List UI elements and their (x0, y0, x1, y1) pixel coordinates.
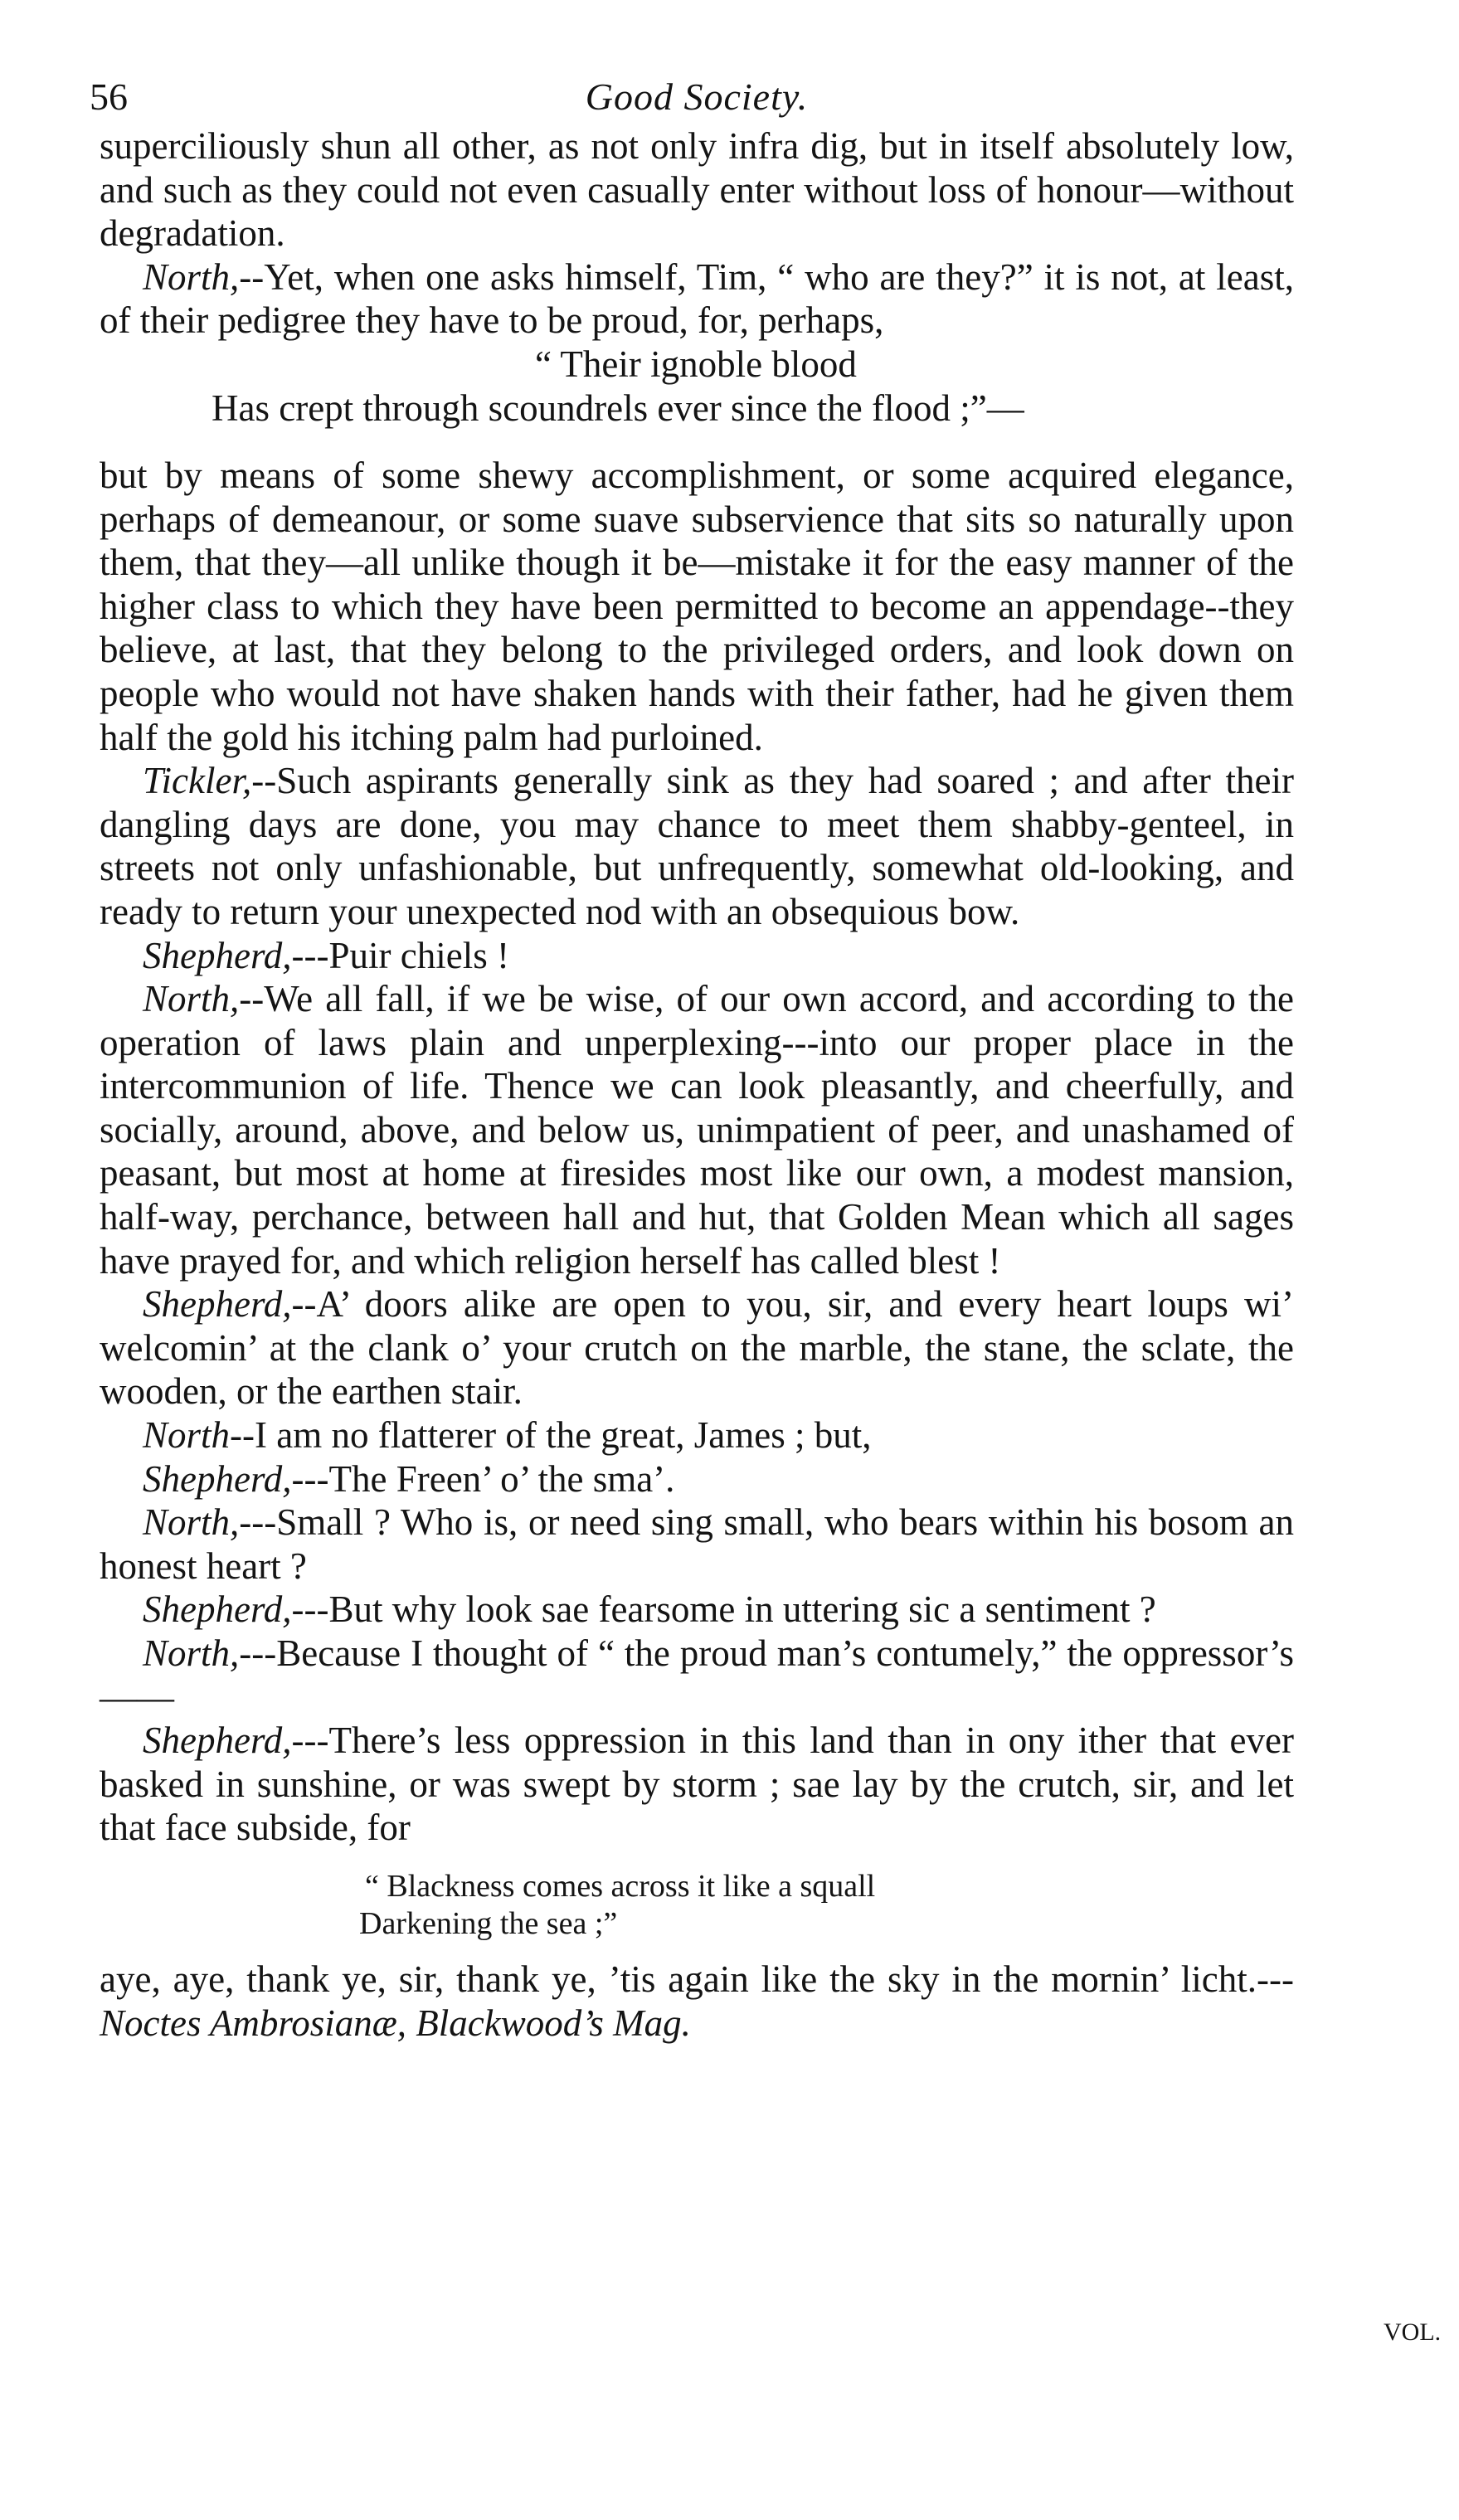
catchword: VOL. (1384, 2318, 1442, 2346)
paragraph (100, 1588, 1294, 1632)
speaker-name: Shepherd, (143, 934, 292, 976)
running-title: Good Society. (585, 75, 809, 118)
verse-line: “ Blackness comes across it like a squall (365, 1868, 876, 1904)
paragraph (100, 1413, 1294, 1457)
paragraph-text: --Yet, when one asks himself, Tim, “ who are they?” it is not, at least, of their pedigree they have to be proud, for, perhaps, (100, 255, 1294, 342)
closing-paragraph (100, 1958, 1294, 2045)
paragraph-text: --We all fall, if we be wise, of our own accord, and according to the operation of laws plain and unperplexing---into our proper place in the intercommunion of life. Thence we can look pleasantly, and cheerfully, and socially, around, above, and below us, unimpatient of peer, and unashamed of peasant, but most at home at firesides most like our own, a modest mansion, half-way, perchance, between hall and hut, that Golden Mean which all sages have prayed for, and which religion herself has called blest ! (100, 978, 1294, 1282)
speaker-name: North (143, 1414, 231, 1457)
speaker-name: North, (143, 1501, 240, 1544)
paragraph-text: --Such aspirants generally sink as they had soared ; and after their dangling days are done, you may chance to meet them shabby-genteel, in streets not only unfashionable, but unfrequently, somewhat old-looking, and ready to return your unexpected nod with an obsequious bow. (100, 760, 1294, 932)
speaker-name: Shepherd, (143, 1283, 292, 1326)
paragraph (100, 1282, 1294, 1413)
paragraph-text: ---Small ? Who is, or need sing small, who bears within his bosom an honest heart ? (100, 1501, 1294, 1587)
paragraph (100, 1457, 1294, 1501)
speaker-name: North, (143, 978, 240, 1020)
page-number: 56 (90, 75, 128, 118)
paragraph (100, 934, 1294, 978)
paragraph (100, 124, 1294, 255)
paragraph-text: ---There’s less oppression in this land than in ony ither that ever basked in sunshine, or was swept by storm ; sae lay by the crutch, sir, and let that face subside, for (100, 1720, 1294, 1849)
verse-line: Darkening the sea ;” (359, 1905, 618, 1941)
paragraph (100, 1501, 1294, 1588)
paragraph-text: superciliously shun all other, as not only infra dig, but in itself absolutely low, and such as they could not even casually enter without loss of honour—without degradation. (100, 125, 1294, 255)
paragraph (100, 1719, 1294, 1850)
paragraph-text: --A’ doors alike are open to you, sir, and every heart loups wi’ welcomin’ at the clank o’ your crutch on the marble, the stane, the sclate, the wooden, or the earthen stair. (100, 1283, 1294, 1413)
page-header (90, 0, 1294, 124)
speaker-name: Shepherd, (143, 1720, 292, 1762)
paragraph-text: ---Because I thought of “ the proud man’s contumely,” the oppressor’s—— (100, 1632, 1294, 1718)
paragraph-text: ---The Freen’ o’ the sma’. (291, 1457, 675, 1500)
speaker-name: Shepherd, (143, 1457, 292, 1500)
speaker-name: North, (143, 255, 240, 298)
paragraph-text: ---But why look sae fearsome in uttering sic a sentiment ? (291, 1588, 1156, 1631)
verse-line: “ Their ignoble blood (535, 343, 857, 385)
paragraph (100, 977, 1294, 1282)
paragraph-text: ---Puir chiels ! (291, 934, 509, 976)
paragraph-text: aye, aye, thank ye, sir, thank ye, ’tis again like the sky in the mornin’ licht.--- (100, 1958, 1294, 2000)
speaker-name: Shepherd, (143, 1588, 292, 1631)
source-citation: Blackwood’s Mag. (416, 2002, 691, 2044)
paragraph (100, 1632, 1294, 1719)
paragraph (100, 454, 1294, 759)
book-page (90, 0, 1294, 2045)
paragraph (100, 759, 1294, 933)
paragraph-text: but by means of some shewy accomplishment, or some acquired elegance, perhaps of demeanour, or some suave subservience that sits so naturally upon them, that they—all unlike though it be—mistake it for the easy manner of the higher class to which they have been permitted to become an appendage--they believe, at last, that they belong to the privileged orders, and look down on people who would not have shaken hands with their father, had he given them half the gold his itching palm had purloined. (100, 454, 1294, 758)
verse-line: Has crept through scoundrels ever since the flood ;”— (212, 387, 1024, 429)
verse-quotation (100, 343, 1294, 431)
verse-quotation (100, 1868, 1294, 1943)
speaker-name: Tickler, (143, 760, 252, 802)
source-citation: Noctes Ambrosianæ, (100, 2002, 407, 2044)
paragraph (100, 255, 1294, 343)
body-text (100, 124, 1294, 2045)
paragraph-text: --I am no flatterer of the great, James ; but, (230, 1414, 872, 1457)
speaker-name: North, (143, 1632, 240, 1674)
